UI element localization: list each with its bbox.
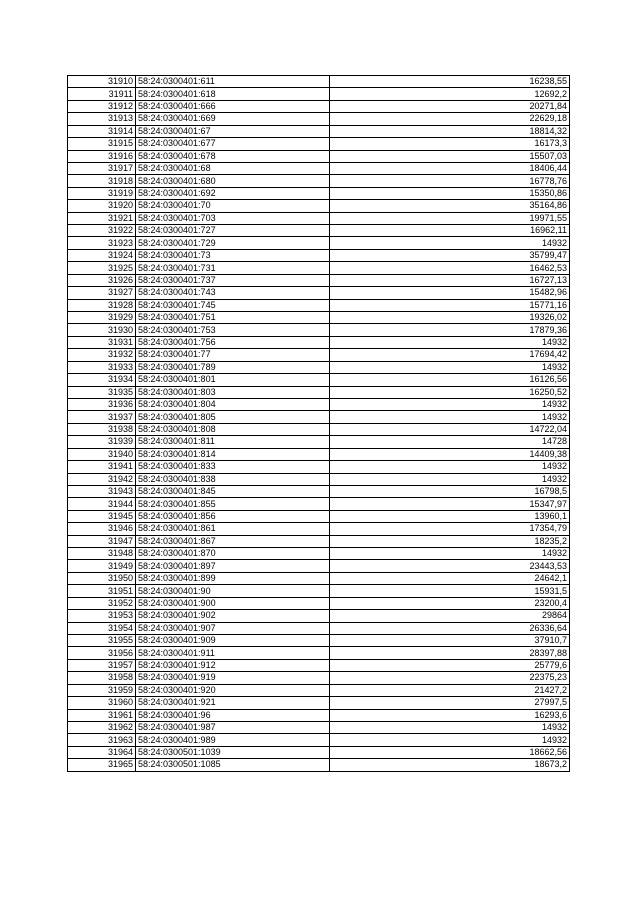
cadastral-number-cell: 58:24:0300401:833 [136, 461, 330, 473]
value-cell: 17879,36 [330, 324, 570, 336]
cadastral-number-cell: 58:24:0300401:803 [136, 386, 330, 398]
row-number-cell: 31958 [68, 672, 136, 684]
table-row [68, 672, 570, 684]
table-row [68, 212, 570, 224]
row-number-cell: 31960 [68, 697, 136, 709]
cadastral-number-cell: 58:24:0300401:861 [136, 523, 330, 535]
table-row [68, 634, 570, 646]
cadastral-number-cell: 58:24:0300401:909 [136, 634, 330, 646]
value-cell: 15507,03 [330, 150, 570, 162]
row-number-cell: 31936 [68, 398, 136, 410]
row-number-cell: 31957 [68, 659, 136, 671]
value-cell: 22629,18 [330, 113, 570, 125]
value-cell: 14932 [330, 473, 570, 485]
cadastral-number-cell: 58:24:0300401:856 [136, 510, 330, 522]
table-row [68, 312, 570, 324]
table-row [68, 436, 570, 448]
cadastral-number-cell: 58:24:0300401:902 [136, 610, 330, 622]
cadastral-number-cell: 58:24:0300401:677 [136, 138, 330, 150]
value-cell: 15482,96 [330, 287, 570, 299]
row-number-cell: 31922 [68, 225, 136, 237]
row-number-cell: 31916 [68, 150, 136, 162]
table-row [68, 423, 570, 435]
table-row [68, 659, 570, 671]
cadastral-number-cell: 58:24:0300401:845 [136, 485, 330, 497]
table-row [68, 162, 570, 174]
row-number-cell: 31947 [68, 535, 136, 547]
cadastral-number-cell: 58:24:0300401:666 [136, 100, 330, 112]
value-cell: 19971,55 [330, 212, 570, 224]
value-cell: 16962,11 [330, 225, 570, 237]
value-cell: 21427,2 [330, 684, 570, 696]
cadastral-number-cell: 58:24:0300401:838 [136, 473, 330, 485]
cadastral-number-cell: 58:24:0300401:68 [136, 162, 330, 174]
table-row [68, 411, 570, 423]
table-row [68, 125, 570, 137]
value-cell: 16293,6 [330, 709, 570, 721]
table-row [68, 485, 570, 497]
table-row [68, 498, 570, 510]
table-row [68, 523, 570, 535]
table-row [68, 287, 570, 299]
cadastral-number-cell: 58:24:0300401:737 [136, 274, 330, 286]
value-cell: 16126,56 [330, 374, 570, 386]
value-cell: 14932 [330, 721, 570, 733]
value-cell: 14932 [330, 411, 570, 423]
value-cell: 15350,86 [330, 187, 570, 199]
row-number-cell: 31963 [68, 734, 136, 746]
value-cell: 27997,5 [330, 697, 570, 709]
table-row [68, 200, 570, 212]
value-cell: 18662,56 [330, 746, 570, 758]
cadastral-number-cell: 58:24:0300401:96 [136, 709, 330, 721]
cadastral-number-cell: 58:24:0300401:756 [136, 336, 330, 348]
value-cell: 15347,97 [330, 498, 570, 510]
row-number-cell: 31930 [68, 324, 136, 336]
table-row [68, 100, 570, 112]
value-cell: 17354,79 [330, 523, 570, 535]
value-cell: 28397,88 [330, 647, 570, 659]
value-cell: 14722,04 [330, 423, 570, 435]
cadastral-number-cell: 58:24:0300401:745 [136, 299, 330, 311]
cadastral-number-cell: 58:24:0300401:90 [136, 585, 330, 597]
row-number-cell: 31914 [68, 125, 136, 137]
cadastral-number-cell: 58:24:0300401:867 [136, 535, 330, 547]
table-row [68, 225, 570, 237]
row-number-cell: 31910 [68, 76, 136, 88]
cadastral-number-cell: 58:24:0300401:727 [136, 225, 330, 237]
cadastral-number-cell: 58:24:0300401:907 [136, 622, 330, 634]
row-number-cell: 31926 [68, 274, 136, 286]
table-row [68, 336, 570, 348]
cadastral-number-cell: 58:24:0300401:920 [136, 684, 330, 696]
table-row [68, 274, 570, 286]
cadastral-number-cell: 58:24:0300401:805 [136, 411, 330, 423]
table-row [68, 187, 570, 199]
cadastral-number-cell: 58:24:0300401:814 [136, 448, 330, 460]
cadastral-number-cell: 58:24:0300401:912 [136, 659, 330, 671]
row-number-cell: 31927 [68, 287, 136, 299]
table-row [68, 548, 570, 560]
row-number-cell: 31935 [68, 386, 136, 398]
cadastral-number-cell: 58:24:0300401:753 [136, 324, 330, 336]
cadastral-number-cell: 58:24:0300401:680 [136, 175, 330, 187]
row-number-cell: 31941 [68, 461, 136, 473]
cadastral-number-cell: 58:24:0300401:911 [136, 647, 330, 659]
cadastral-number-cell: 58:24:0300401:67 [136, 125, 330, 137]
cadastral-number-cell: 58:24:0300401:611 [136, 76, 330, 88]
value-cell: 23200,4 [330, 597, 570, 609]
row-number-cell: 31945 [68, 510, 136, 522]
row-number-cell: 31913 [68, 113, 136, 125]
table-row [68, 510, 570, 522]
table-row [68, 299, 570, 311]
value-cell: 37910,7 [330, 634, 570, 646]
value-cell: 18673,2 [330, 759, 570, 771]
row-number-cell: 31918 [68, 175, 136, 187]
value-cell: 35164,86 [330, 200, 570, 212]
cadastral-number-cell: 58:24:0300401:897 [136, 560, 330, 572]
value-cell: 14932 [330, 336, 570, 348]
value-cell: 18406,44 [330, 162, 570, 174]
cadastral-number-cell: 58:24:0300401:692 [136, 187, 330, 199]
cadastral-number-cell: 58:24:0300401:921 [136, 697, 330, 709]
value-cell: 14409,38 [330, 448, 570, 460]
table-row [68, 76, 570, 88]
table-row [68, 138, 570, 150]
table-body [68, 76, 570, 772]
value-cell: 17694,42 [330, 349, 570, 361]
row-number-cell: 31955 [68, 634, 136, 646]
row-number-cell: 31956 [68, 647, 136, 659]
cadastral-number-cell: 58:24:0300401:919 [136, 672, 330, 684]
table-row [68, 473, 570, 485]
value-cell: 13960,1 [330, 510, 570, 522]
cadastral-number-cell: 58:24:0300401:870 [136, 548, 330, 560]
value-cell: 22375,23 [330, 672, 570, 684]
table-row [68, 349, 570, 361]
value-cell: 14932 [330, 734, 570, 746]
cadastral-number-cell: 58:24:0300401:751 [136, 312, 330, 324]
row-number-cell: 31928 [68, 299, 136, 311]
row-number-cell: 31953 [68, 610, 136, 622]
value-cell: 18235,2 [330, 535, 570, 547]
cadastral-number-cell: 58:24:0300401:678 [136, 150, 330, 162]
table-row [68, 759, 570, 771]
value-cell: 20271,84 [330, 100, 570, 112]
cadastral-number-cell: 58:24:0300401:618 [136, 88, 330, 100]
row-number-cell: 31929 [68, 312, 136, 324]
row-number-cell: 31925 [68, 262, 136, 274]
row-number-cell: 31962 [68, 721, 136, 733]
row-number-cell: 31933 [68, 361, 136, 373]
row-number-cell: 31965 [68, 759, 136, 771]
value-cell: 14932 [330, 461, 570, 473]
table-row [68, 697, 570, 709]
table-row [68, 746, 570, 758]
value-cell: 15931,5 [330, 585, 570, 597]
row-number-cell: 31951 [68, 585, 136, 597]
value-cell: 19326,02 [330, 312, 570, 324]
table-row [68, 262, 570, 274]
cadastral-number-cell: 58:24:0300401:73 [136, 249, 330, 261]
value-cell: 16727,13 [330, 274, 570, 286]
row-number-cell: 31950 [68, 572, 136, 584]
value-cell: 16462,53 [330, 262, 570, 274]
row-number-cell: 31964 [68, 746, 136, 758]
cadastral-number-cell: 58:24:0300401:743 [136, 287, 330, 299]
table-row [68, 622, 570, 634]
row-number-cell: 31952 [68, 597, 136, 609]
value-cell: 35799,47 [330, 249, 570, 261]
row-number-cell: 31949 [68, 560, 136, 572]
table-row [68, 374, 570, 386]
row-number-cell: 31921 [68, 212, 136, 224]
table-row [68, 386, 570, 398]
row-number-cell: 31939 [68, 436, 136, 448]
row-number-cell: 31937 [68, 411, 136, 423]
cadastral-number-cell: 58:24:0300401:70 [136, 200, 330, 212]
value-cell: 16173,3 [330, 138, 570, 150]
table-row [68, 398, 570, 410]
row-number-cell: 31943 [68, 485, 136, 497]
table-row [68, 535, 570, 547]
cadastral-number-cell: 58:24:0300501:1039 [136, 746, 330, 758]
row-number-cell: 31912 [68, 100, 136, 112]
cadastral-number-cell: 58:24:0300401:77 [136, 349, 330, 361]
cadastral-value-table [67, 75, 570, 772]
cadastral-number-cell: 58:24:0300401:703 [136, 212, 330, 224]
table-row [68, 448, 570, 460]
value-cell: 29864 [330, 610, 570, 622]
row-number-cell: 31923 [68, 237, 136, 249]
cadastral-number-cell: 58:24:0300501:1085 [136, 759, 330, 771]
cadastral-number-cell: 58:24:0300401:729 [136, 237, 330, 249]
row-number-cell: 31934 [68, 374, 136, 386]
table-row [68, 734, 570, 746]
table-row [68, 249, 570, 261]
table-row [68, 721, 570, 733]
value-cell: 14728 [330, 436, 570, 448]
value-cell: 18814,32 [330, 125, 570, 137]
table-row [68, 709, 570, 721]
row-number-cell: 31944 [68, 498, 136, 510]
table-row [68, 88, 570, 100]
cadastral-number-cell: 58:24:0300401:900 [136, 597, 330, 609]
table-row [68, 585, 570, 597]
cadastral-number-cell: 58:24:0300401:731 [136, 262, 330, 274]
value-cell: 15771,16 [330, 299, 570, 311]
value-cell: 16798,5 [330, 485, 570, 497]
table-row [68, 610, 570, 622]
cadastral-number-cell: 58:24:0300401:804 [136, 398, 330, 410]
row-number-cell: 31946 [68, 523, 136, 535]
cadastral-number-cell: 58:24:0300401:801 [136, 374, 330, 386]
cadastral-number-cell: 58:24:0300401:789 [136, 361, 330, 373]
cadastral-number-cell: 58:24:0300401:987 [136, 721, 330, 733]
value-cell: 25779,6 [330, 659, 570, 671]
value-cell: 14932 [330, 548, 570, 560]
table-row [68, 324, 570, 336]
row-number-cell: 31931 [68, 336, 136, 348]
cadastral-number-cell: 58:24:0300401:811 [136, 436, 330, 448]
row-number-cell: 31924 [68, 249, 136, 261]
table-row [68, 461, 570, 473]
value-cell: 23443,53 [330, 560, 570, 572]
row-number-cell: 31942 [68, 473, 136, 485]
table-row [68, 175, 570, 187]
value-cell: 12692,2 [330, 88, 570, 100]
cadastral-number-cell: 58:24:0300401:855 [136, 498, 330, 510]
row-number-cell: 31932 [68, 349, 136, 361]
table-row [68, 361, 570, 373]
value-cell: 16238,55 [330, 76, 570, 88]
cadastral-number-cell: 58:24:0300401:669 [136, 113, 330, 125]
row-number-cell: 31938 [68, 423, 136, 435]
value-cell: 26336,64 [330, 622, 570, 634]
value-cell: 14932 [330, 237, 570, 249]
value-cell: 14932 [330, 398, 570, 410]
table-row [68, 150, 570, 162]
table-row [68, 597, 570, 609]
row-number-cell: 31959 [68, 684, 136, 696]
row-number-cell: 31919 [68, 187, 136, 199]
cadastral-number-cell: 58:24:0300401:989 [136, 734, 330, 746]
row-number-cell: 31961 [68, 709, 136, 721]
cadastral-number-cell: 58:24:0300401:808 [136, 423, 330, 435]
row-number-cell: 31915 [68, 138, 136, 150]
value-cell: 16778,76 [330, 175, 570, 187]
table-row [68, 684, 570, 696]
row-number-cell: 31917 [68, 162, 136, 174]
table-row [68, 647, 570, 659]
value-cell: 14932 [330, 361, 570, 373]
row-number-cell: 31911 [68, 88, 136, 100]
table-row [68, 237, 570, 249]
table-row [68, 572, 570, 584]
row-number-cell: 31920 [68, 200, 136, 212]
value-cell: 16250,52 [330, 386, 570, 398]
table-row [68, 113, 570, 125]
row-number-cell: 31940 [68, 448, 136, 460]
value-cell: 24642,1 [330, 572, 570, 584]
row-number-cell: 31948 [68, 548, 136, 560]
cadastral-number-cell: 58:24:0300401:899 [136, 572, 330, 584]
row-number-cell: 31954 [68, 622, 136, 634]
table-row [68, 560, 570, 572]
